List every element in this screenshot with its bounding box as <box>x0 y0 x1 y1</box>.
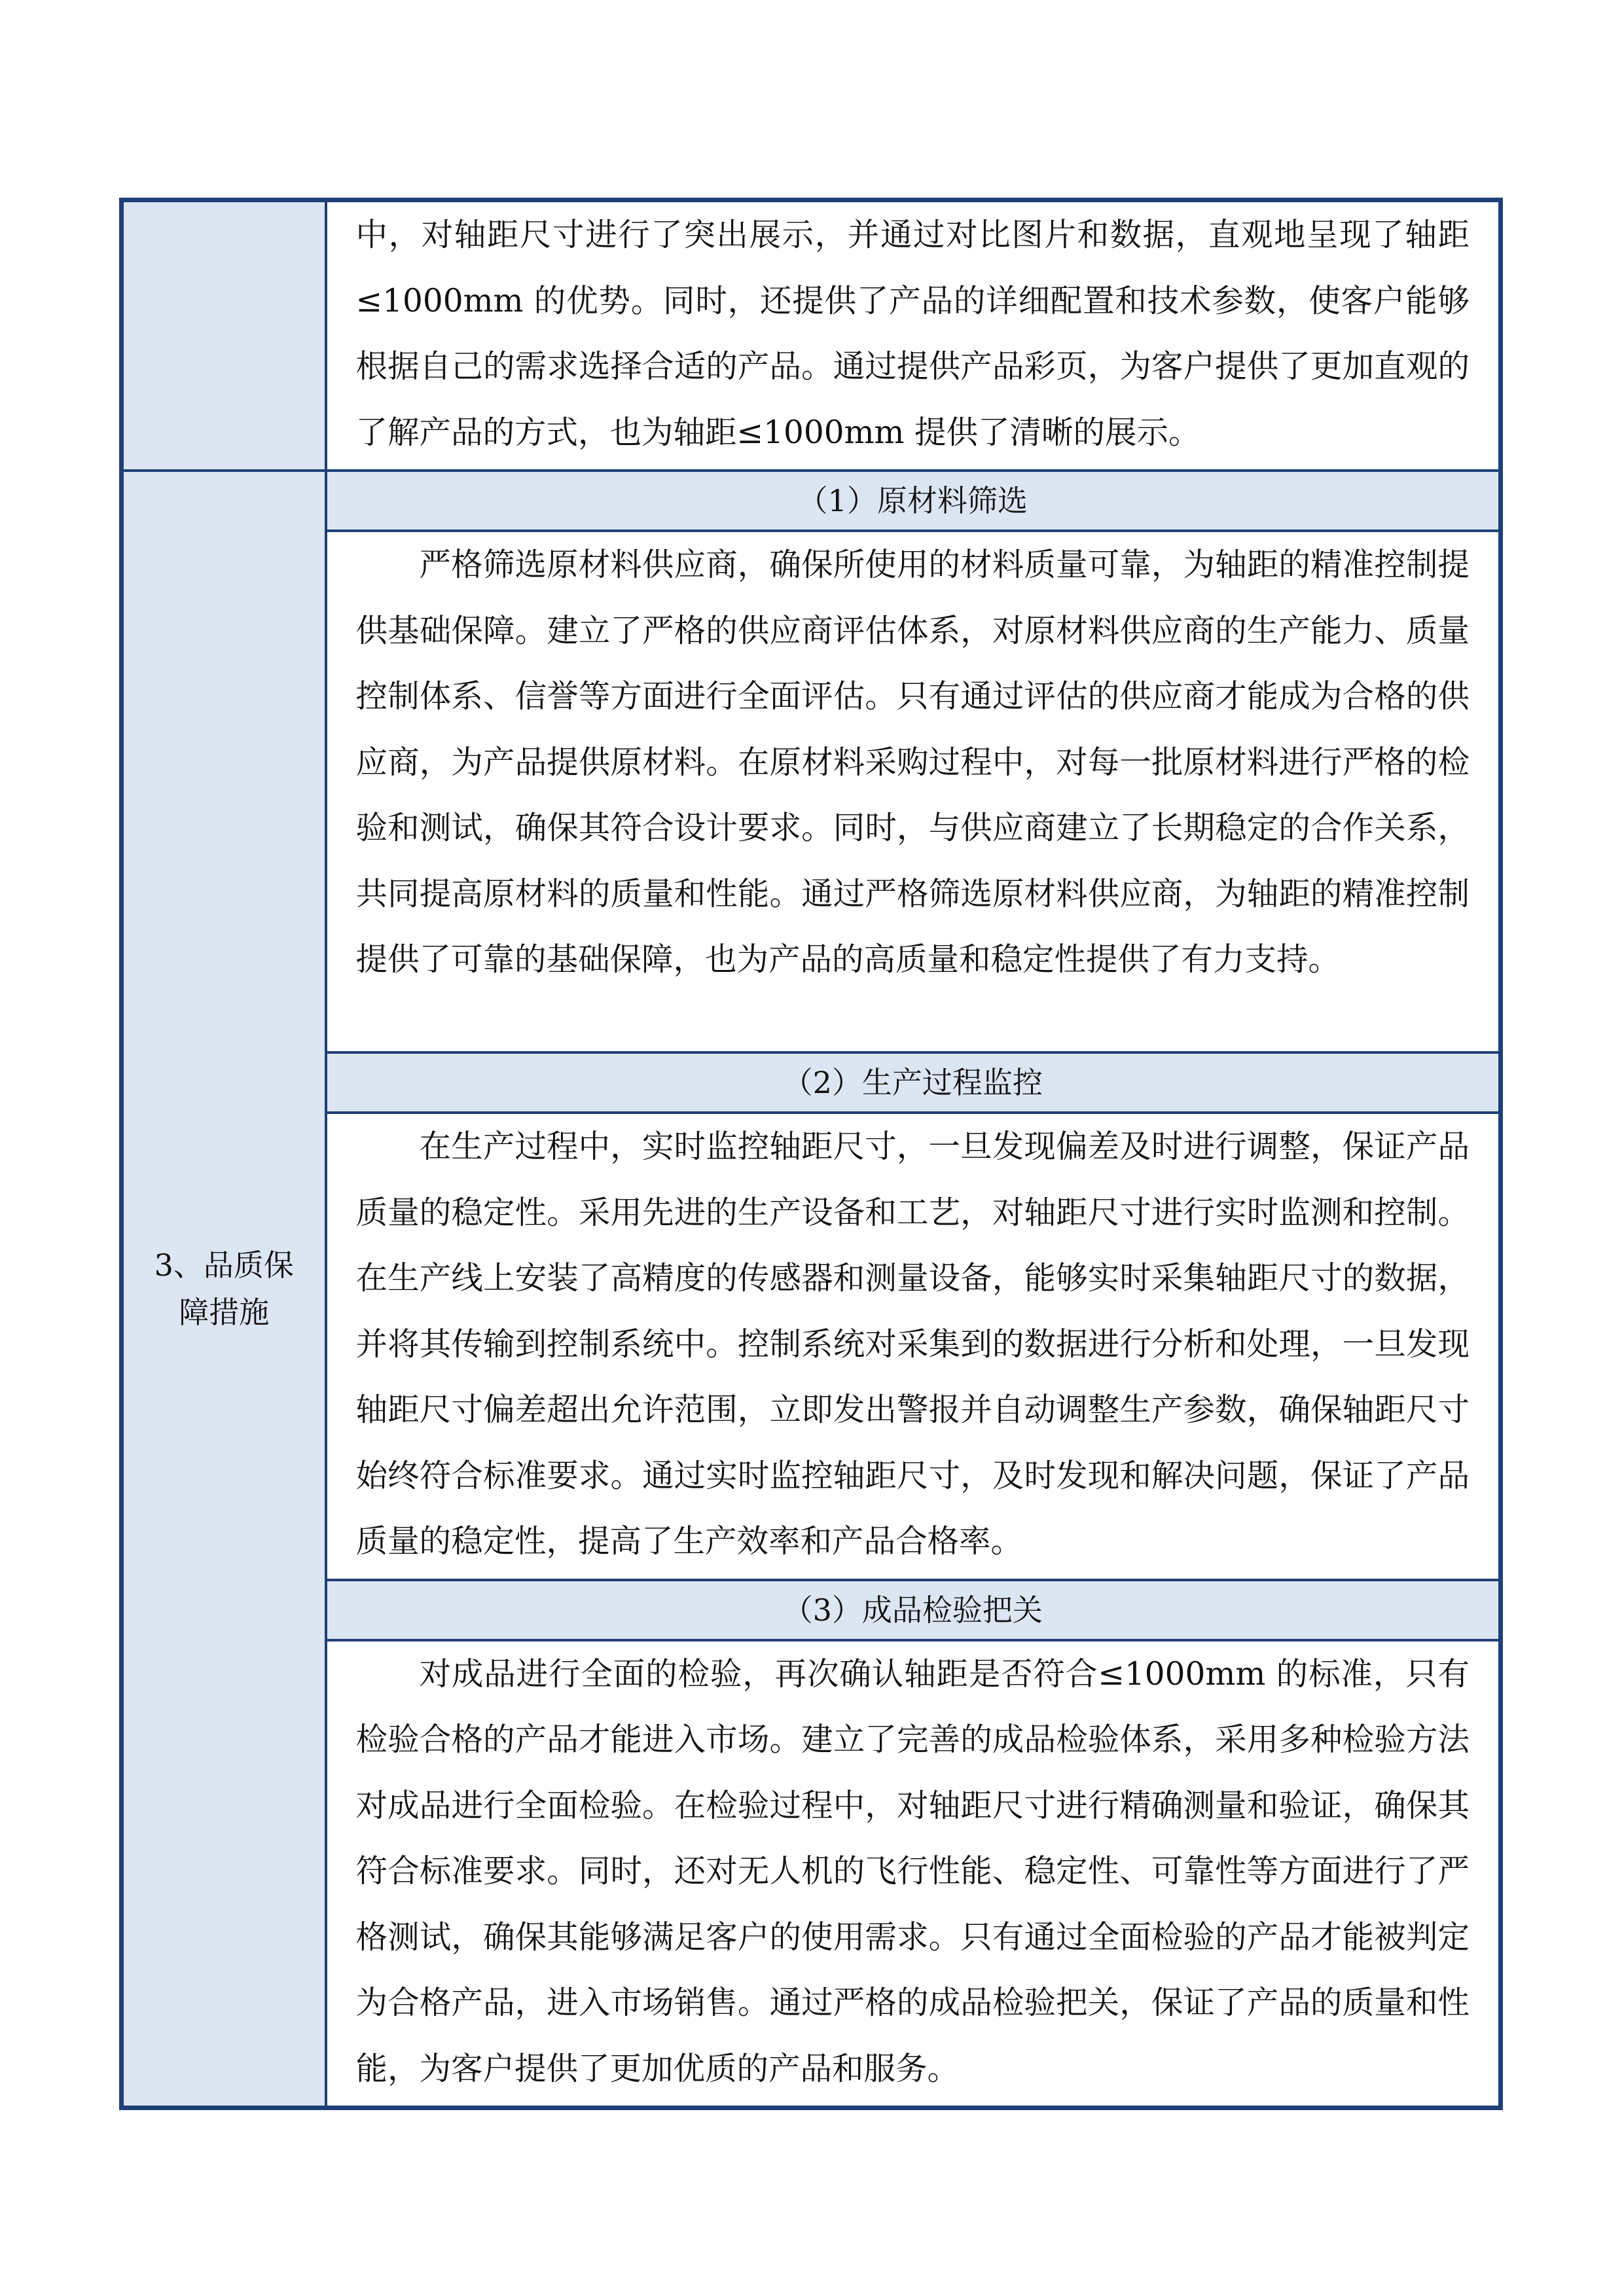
text-row-1 <box>122 531 1501 1052</box>
subsection-heading-2: （2）生产过程监控 <box>326 1052 1501 1113</box>
subhead-row-3 <box>122 1580 1501 1640</box>
table-row-prev <box>122 200 1501 471</box>
subsection-text-3: 对成品进行全面的检验，再次确认轴距是否符合≤1000mm 的标准，只有检验合格的产品才能进入市场。建立了完善的成品检验体系，采用多种检验方法对成品进行全面检验。在检验过程中，对轴距尺寸进行精确测量和验证，确保其符合标准要求。同时，还对无人机的飞行性能、稳定性、可靠性等方面进行了严格测试，确保其能够满足客户的使用需求。只有通过全面检验的产品才能被判定为合格产品，进入市场销售。通过严格的成品检验把关，保证了产品的质量和性能，为客户提供了更加优质的产品和服务。 <box>326 1640 1501 2108</box>
row-label-empty <box>122 200 326 471</box>
row-label-quality <box>122 471 326 2108</box>
subhead-row-2 <box>122 1052 1501 1113</box>
subsection-text-2: 在生产过程中，实时监控轴距尺寸，一旦发现偏差及时进行调整，保证产品质量的稳定性。采用先进的生产设备和工艺，对轴距尺寸进行实时监测和控制。在生产线上安装了高精度的传感器和测量设备，能够实时采集轴距尺寸的数据，并将其传输到控制系统中。控制系统对采集到的数据进行分析和处理，一旦发现轴距尺寸偏差超出允许范围，立即发出警报并自动调整生产参数，确保轴距尺寸始终符合标准要求。通过实时监控轴距尺寸，及时发现和解决问题，保证了产品质量的稳定性，提高了生产效率和产品合格率。 <box>326 1113 1501 1580</box>
row-label-quality-line2: 障措施 <box>179 1295 270 1330</box>
row-label-quality-line1: 3、品质保 <box>154 1247 294 1283</box>
subsection-text-1: 严格筛选原材料供应商，确保所使用的材料质量可靠，为轴距的精准控制提供基础保障。建立了严格的供应商评估体系，对原材料供应商的生产能力、质量控制体系、信誉等方面进行全面评估。只有通过评估的供应商才能成为合格的供应商，为产品提供原材料。在原材料采购过程中，对每一批原材料进行严格的检验和测试，确保其符合设计要求。同时，与供应商建立了长期稳定的合作关系，共同提高原材料的质量和性能。通过严格筛选原材料供应商，为轴距的精准控制提供了可靠的基础保障，也为产品的高质量和稳定性提供了有力支持。 <box>326 531 1501 1052</box>
subhead-row-1 <box>122 471 1501 531</box>
text-row-3 <box>122 1640 1501 2108</box>
subsection-heading-1: （1）原材料筛选 <box>326 471 1501 531</box>
text-row-2 <box>122 1113 1501 1580</box>
subsection-heading-3: （3）成品检验把关 <box>326 1580 1501 1640</box>
content-table <box>119 198 1503 2110</box>
row-text-prev: 中，对轴距尺寸进行了突出展示，并通过对比图片和数据，直观地呈现了轴距≤1000mm 的优势。同时，还提供了产品的详细配置和技术参数，使客户能够根据自己的需求选择合适的产品。通过提供产品彩页，为客户提供了更加直观的了解产品的方式，也为轴距≤1000mm 提供了清晰的展示。 <box>326 200 1501 471</box>
